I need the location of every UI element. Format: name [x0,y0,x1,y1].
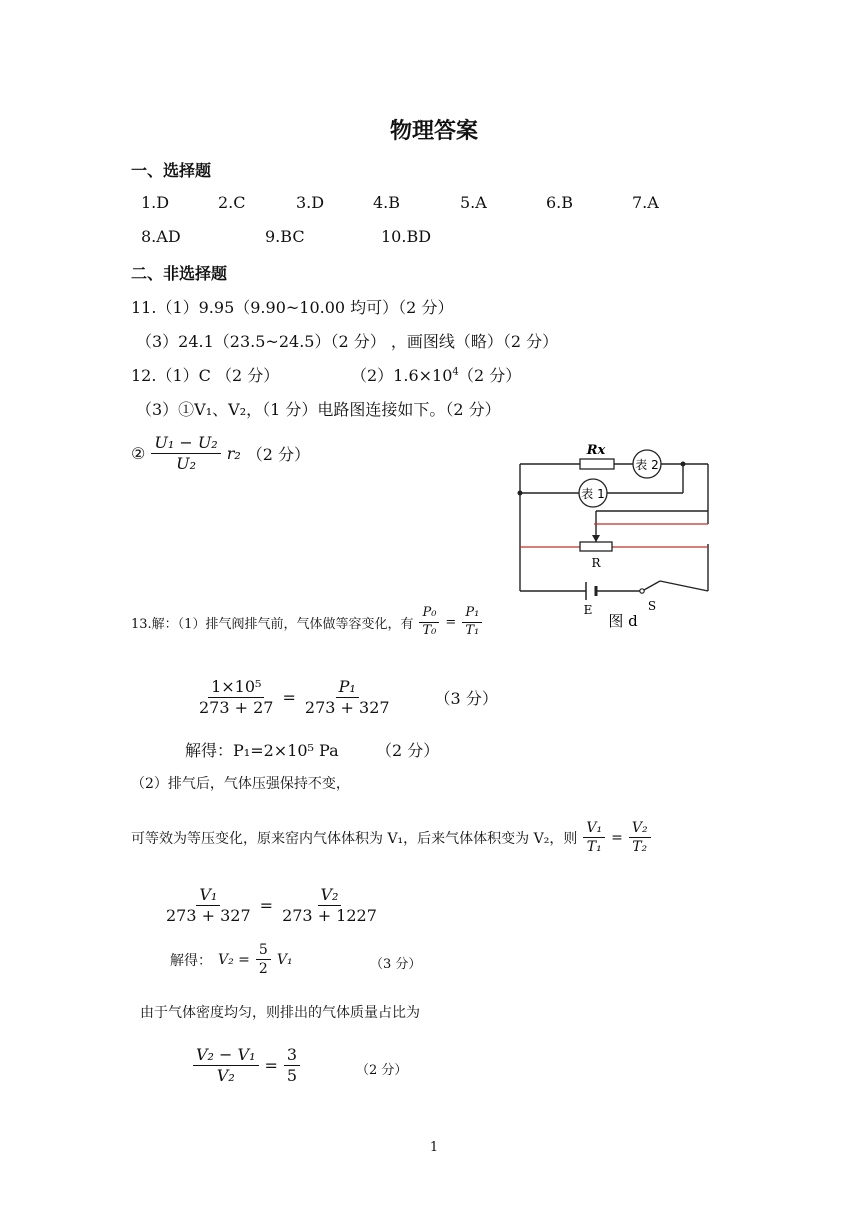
q13-solution-1-score: （2 分） [376,741,440,760]
fraction-numerator: V₂ − V₁ [193,1046,259,1066]
q12-line-2: （3）①V₁、V₂，（1 分）电路图连接如下。（2 分） [136,400,501,419]
fraction-numerator: V₁ [196,886,220,906]
solution-rhs: V₁ [276,951,293,968]
q13-equation-3-score: （2 分） [356,1063,408,1078]
fraction-numerator: P₀ [419,606,439,623]
q12-exponent: 4 [452,366,459,378]
q13-part-2-line [131,820,651,855]
q13-solution-2 [170,942,293,977]
solution-value: P₁=2×10⁵ Pa [233,741,339,760]
fraction-numerator: V₁ [583,820,605,838]
fraction-denominator: 273 + 27 [199,698,274,718]
q12-score: （2 分） [246,445,311,465]
junction-dot [518,491,523,496]
equals-sign: = [611,829,623,846]
switch-lever [644,581,660,590]
q13-intro [131,606,482,639]
fraction-denominator: 273 + 1227 [282,906,377,926]
fraction-denominator: V₂ [216,1066,235,1086]
q13-fraction-p0-t0 [419,606,439,639]
equals-sign: = [264,1056,278,1076]
fraction-numerator: V₂ [629,820,651,838]
meter-1-label: 表 1 [581,487,605,501]
red-wires [520,524,708,547]
solution-prefix: 解得： [185,741,234,760]
fraction-denominator: 5 [286,1066,298,1086]
answer-4: 4.B [373,193,401,212]
r-label: R [591,556,601,570]
equals-sign: = [282,688,296,708]
q13-fraction-v2-t2 [629,820,651,855]
fraction-numerator: 1×10⁵ [208,678,264,698]
page-title: 物理答案 [389,119,478,144]
q13-equation-2 [163,886,380,926]
eq1-left-fraction [196,678,276,718]
q11-line-2: （3）24.1（23.5~24.5）（2 分） ，画图线（略）（2 分） [136,332,559,351]
fraction-numerator: V₂ [318,886,342,906]
q12-fraction-denominator: U₂ [176,454,196,474]
answer-6: 6.B [546,193,574,212]
fraction-numerator: P₁ [336,678,359,698]
q13-fraction-p1-t1 [462,606,482,639]
solution-prefix: 解得： [170,952,212,969]
q13-solution-1 [185,738,339,761]
q12-line-1b [351,363,459,386]
eq3-left-fraction [193,1046,259,1086]
fraction-numerator: 3 [284,1046,300,1066]
section-heading-choice: 一、选择题 [131,161,212,180]
answer-7: 7.A [632,193,659,212]
meter-2-label: 表 2 [635,458,659,472]
answer-3: 3.D [296,193,325,212]
fraction-denominator: T₂ [632,839,648,856]
q13-fraction-v1-t1 [583,820,605,855]
circuit-wires [520,464,708,591]
q12-line-1a: 12.（1）C （2 分） [131,366,280,385]
q11-line-1: 11.（1）9.95（9.90~10.00 均可）（2 分） [131,298,454,317]
eq1-right-fraction [302,678,393,718]
fraction-numerator: 5 [256,942,271,960]
eq3-right-fraction [284,1046,300,1086]
q13-equation-3 [193,1046,300,1086]
rx-resistor [580,459,614,469]
q12-fraction-numerator: U₁ − U₂ [151,434,220,454]
answer-5: 5.A [460,193,487,212]
eq2-left-fraction [163,886,254,926]
q13-equation-1 [196,678,498,718]
answer-8: 8.AD [141,227,181,246]
rheostat [580,542,612,551]
fraction-denominator: 2 [258,961,268,978]
eq2-right-fraction [279,886,380,926]
answer-2: 2.C [218,193,246,212]
fraction-numerator: P₁ [462,606,482,623]
equals-sign: = [259,896,274,916]
q13-part-2: （2）排气后，气体压强保持不变， [131,776,350,792]
solution-lhs: V₂ = [218,951,250,968]
fraction-denominator: 273 + 327 [304,698,390,718]
s-label: S [647,599,657,613]
junction-dot [681,462,686,467]
switch-contact [640,589,644,593]
rx-label: Rx [586,443,606,458]
q12-line-1c: （2 分） [458,366,522,385]
page-number: 1 [429,1140,439,1155]
slider-arrow-icon [592,535,600,542]
answer-1: 1.D [141,193,170,212]
q13-part-2-text: 可等效为等压变化，原来窑内气体体积为 V₁，后来气体体积变为 V₂，则 [131,830,578,847]
q13-intro-text: 13.解：（1）排气阀排气前，气体做等容变化，有 [131,616,414,632]
answer-9: 9.BC [265,227,305,246]
q12-formula [131,434,310,474]
q12-fraction [151,434,220,474]
q12-r2: r₂ [226,444,241,464]
fraction-denominator: T₀ [422,622,437,638]
section-heading-nonchoice: 二、非选择题 [131,264,228,283]
q13-solution-2-score: （3 分） [370,957,422,972]
q12-value: （2）1.6×10 [351,366,453,385]
q13-ratio-line: 由于气体密度均匀，则排出的气体质量占比为 [140,1005,420,1021]
fraction-denominator: T₁ [586,839,602,856]
e-label: E [583,603,593,617]
five-halves-fraction [256,942,271,977]
equals-sign: = [445,614,457,630]
answer-10: 10.BD [381,227,432,246]
figure-label: 图 d [608,612,638,630]
circled-two: ② [131,444,146,464]
eq1-score: （3 分） [434,689,498,709]
circuit-diagram [512,436,717,636]
fraction-denominator: T₁ [465,622,480,638]
fraction-denominator: 273 + 327 [166,906,251,926]
